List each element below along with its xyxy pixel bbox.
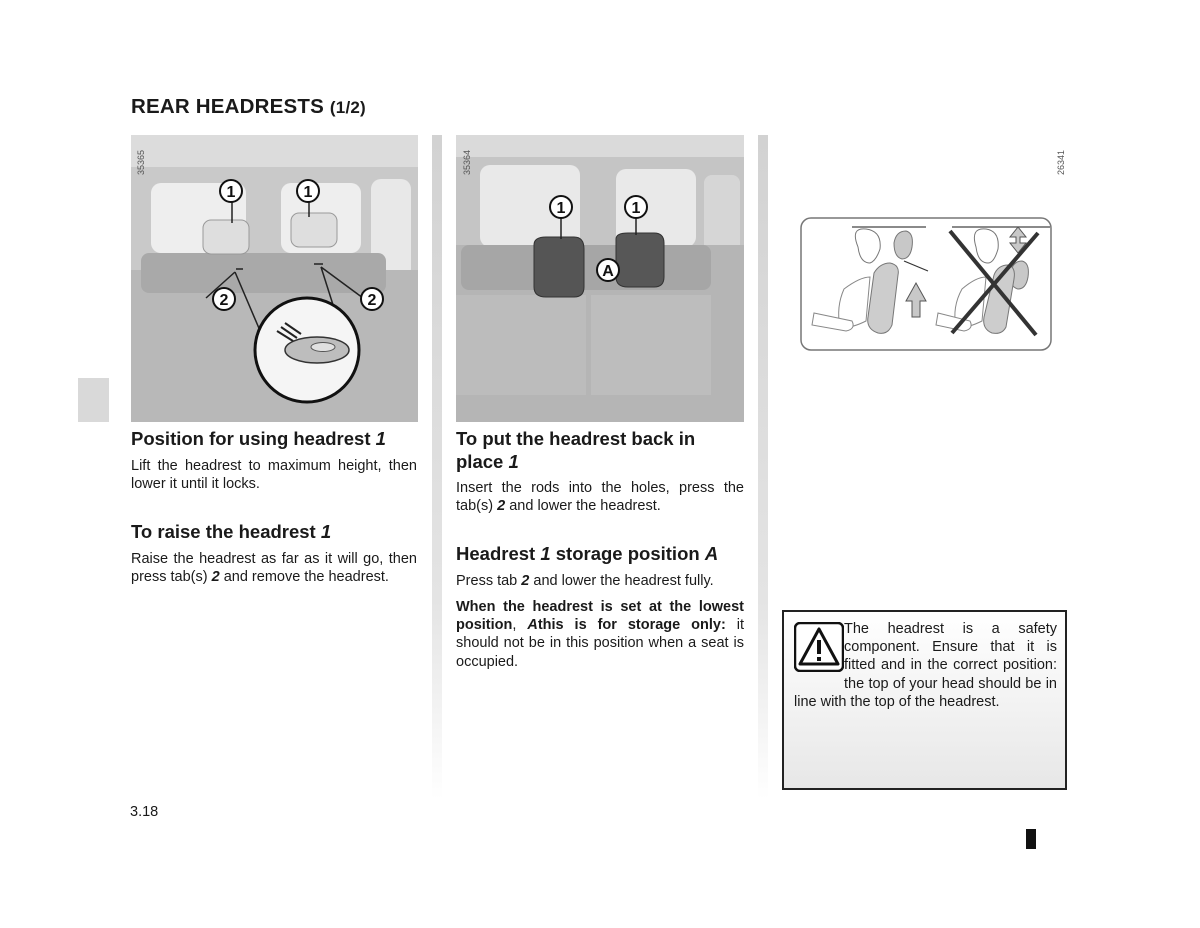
callout-1-left [220, 180, 242, 202]
rear-headrests-photo-2 [456, 135, 744, 422]
svg-text:2: 2 [219, 292, 229, 309]
callout-1-right [297, 180, 319, 202]
svg-text:1: 1 [226, 184, 236, 201]
col2-section1-heading: To put the headrest back in place 1 [456, 428, 696, 472]
photo-2-drawing [456, 135, 744, 422]
page-title [131, 95, 366, 119]
edge-marker [1026, 829, 1036, 849]
safety-warning-box [782, 610, 1067, 790]
col2-storage-note: When the headrest is set at the lowest position, Athis is for storage only: it should not be in this position when a seat is occupied. [456, 599, 744, 670]
page-number: 3.18 [130, 804, 159, 820]
col1-section1-heading: Position for using headrest 1 [131, 428, 386, 449]
col1-section1-body: Lift the headrest to maximum height, then lower it until it locks. [131, 458, 417, 493]
col2-section1-body: Insert the rods into the holes, press the tab(s) 2 and lower the headrest. [456, 480, 744, 515]
col1-section2-heading: To raise the headrest 1 [131, 521, 332, 542]
photo-2-code: 35364 [462, 149, 472, 175]
callout-1-left [550, 196, 572, 218]
rear-headrests-photo-1 [131, 135, 418, 422]
svg-text:A: A [602, 263, 614, 280]
callout-a [597, 259, 619, 281]
headrest-position-diagram [800, 217, 1052, 358]
svg-text:2: 2 [367, 292, 377, 309]
column-divider [758, 135, 768, 800]
col1-section2-body: Raise the headrest as far as it will go, then press tab(s) 2 and remove the headrest. [131, 551, 417, 586]
safety-warning-text: The headrest is a safety component. Ensure that it is fitted and in the correct position: the top of your head should be in line with the top of the headrest. [794, 621, 1057, 710]
col2-section2-heading: Headrest 1 storage position A [456, 543, 719, 564]
photo-1-drawing [131, 135, 418, 422]
diagram-code: 26341 [1056, 149, 1066, 175]
svg-text:1: 1 [631, 200, 641, 217]
column-divider [432, 135, 442, 800]
col2-section2-body: Press tab 2 and lower the headrest fully. [456, 573, 714, 589]
svg-text:1: 1 [556, 200, 566, 217]
photo-1-code: 35365 [136, 149, 146, 175]
page-title-part: (1/2) [329, 98, 366, 117]
diagram-drawing [800, 217, 1052, 353]
chapter-tab [78, 378, 109, 422]
callout-1-right [625, 196, 647, 218]
page-title-main: REAR HEADRESTS [131, 95, 325, 118]
callout-2-left [213, 288, 235, 310]
svg-text:1: 1 [303, 184, 313, 201]
callout-2-right [361, 288, 383, 310]
